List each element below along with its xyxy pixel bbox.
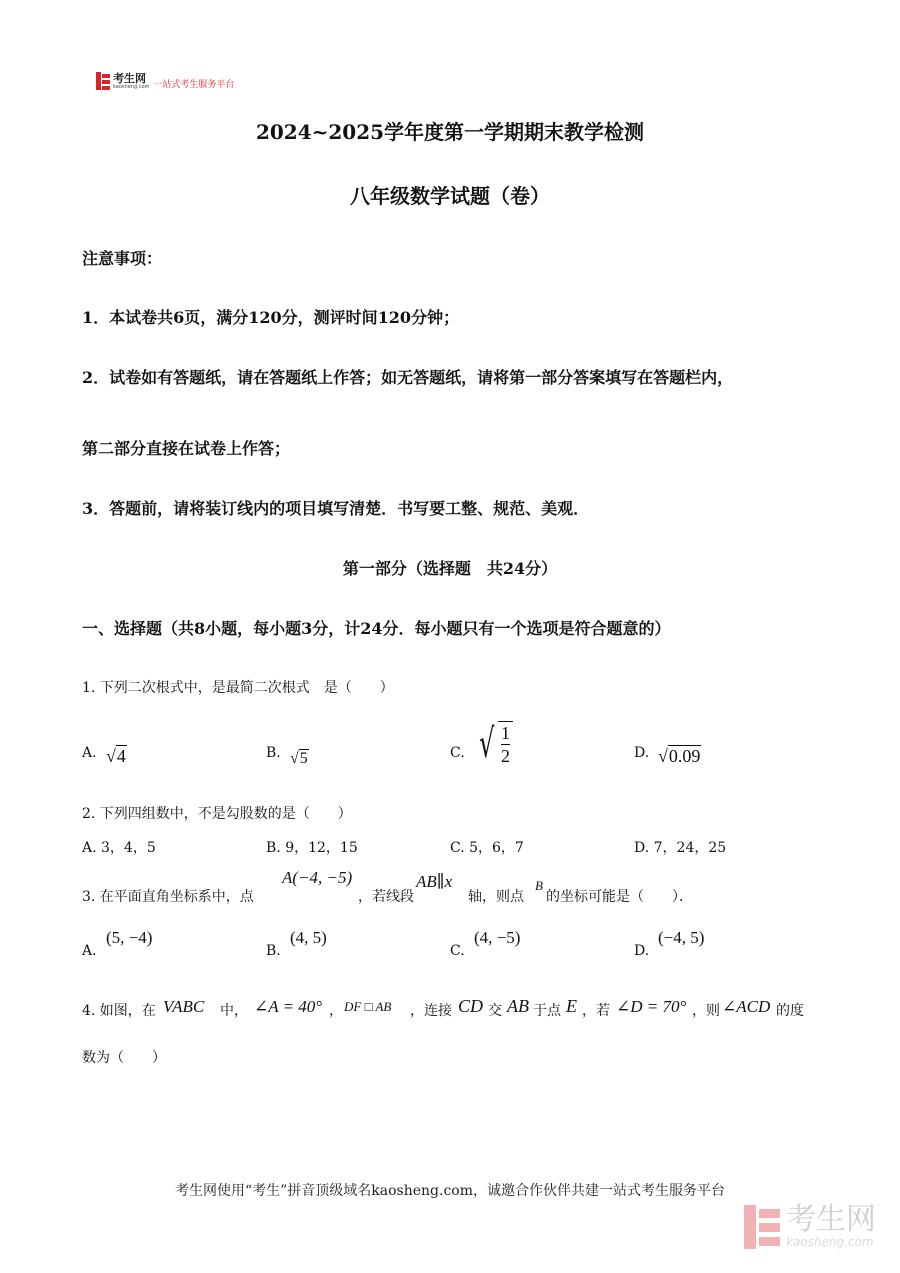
q3-point-a: A(−4, −5) [282,868,353,887]
q1-option-c: √ $\frac{1}{2}$ [474,718,513,770]
q4-angle-a: ∠A = 40° [254,997,323,1016]
notice-heading: 注意事项： [82,249,163,268]
q1-option-b-label: B. [266,745,281,761]
q1-option-d-label: D. [634,745,650,761]
q3-option-c-label: C. [450,943,465,959]
notice-item-2-cont: 第二部分直接在试卷上作答； [82,439,291,458]
watermark-logo-icon [744,1205,780,1249]
q4-stem-part-9: 的度 [776,1003,804,1019]
q4-stem-part-6: 于点 [533,1003,561,1019]
q2-option-d: D. 7，24，25 [634,840,727,856]
q3-option-d: (−4, 5) [658,928,705,947]
q1-option-a: √4 [106,746,126,766]
q3-segment-ab: AB∥x [416,872,453,891]
q1-option-b: √5 [290,750,308,767]
exam-title: 2024~2025学年度第一学期期末教学检测 [255,120,645,144]
q1-option-d: √0.09 [658,746,701,766]
q4-stem-part-2: 中， [220,1003,248,1019]
exam-subtitle: 八年级数学试题（卷） [350,184,550,208]
header-logo [96,72,234,90]
q4-ab: AB [507,996,529,1016]
q4-angle-acd: ∠ACD [722,997,771,1016]
q4-stem-part-8: ，则 [692,1003,720,1019]
section1-heading: 一、选择题（共8小题，每小题3分，计24分．每小题只有一个选项是符合题意的） [82,619,671,638]
q4-stem-part-1: 4. 如图，在 [82,1003,156,1019]
q1-stem: 1. 下列二次根式中，是最简二次根式 是（ ） [82,680,394,696]
q1-option-c-denominator: 2 [501,746,510,766]
q3-option-a-label: A. [82,943,97,959]
notice-item-3: 3．答题前，请将装订线内的项目填写清楚．书写要工整、规范、美观． [82,499,590,518]
kaosheng-logo-icon [96,72,110,90]
q4-stem-part-7: ，若 [582,1003,610,1019]
q2-stem: 2. 下列四组数中，不是勾股数的是（ ） [82,806,352,822]
notice-item-2: 2．试卷如有答题纸，请在答题纸上作答；如无答题纸，请将第一部分答案填写在答题栏内， [82,368,734,387]
page-footer: 考生网使用“考生”拼音顶级域名kaosheng.com，诚邀合作伙伴共建一站式考生服务平台 [174,1183,726,1199]
logo-slogan: 一站式考生服务平台 [153,79,235,90]
q3-stem-part-1: 3. 在平面直角坐标系中，点 [82,889,254,905]
q3-option-b: (4, 5) [290,928,327,947]
q4-stem-part-5: 交 [488,1003,502,1019]
q1-option-a-value: 4 [116,746,126,766]
q3-option-c: (4, −5) [474,928,521,947]
q4-stem-line-2: 数为（ ） [82,1050,166,1066]
q3-point-b: B [535,878,543,893]
notice-item-1: 1．本试卷共6页，满分120分，测评时间120分钟； [82,308,460,327]
q1-option-a-label: A. [82,745,97,761]
q2-option-a: A. 3，4，5 [82,840,156,856]
q2-option-c: C. 5，6，7 [450,840,524,856]
q4-point-e: E [566,996,577,1016]
q3-option-b-label: B. [266,943,281,959]
q4-df-parallel-ab: DF □ AB [344,999,392,1014]
q2-option-b: B. 9，12，15 [266,840,358,856]
watermark [744,1202,876,1249]
q4-triangle: VABC [163,997,205,1016]
q3-option-a: (5, −4) [106,928,153,947]
watermark-domain: kaosheng.com [786,1235,874,1249]
q4-stem-part-3: ， [329,1003,343,1019]
q4-stem-part-4: ，连接 [410,1003,452,1019]
watermark-name: 考生网 [786,1202,876,1237]
q3-stem-part-2: ，若线段 [358,889,414,905]
q4-angle-d: ∠D = 70° [616,997,687,1016]
logo-name: 考生网 [113,71,146,85]
q1-option-c-label: C. [450,745,465,761]
q1-option-c-numerator: 1 [501,723,510,743]
q1-option-b-value: 5 [299,750,308,767]
q3-stem-part-3: 轴，则点 [468,889,524,905]
logo-domain: kaosheng.com [113,83,150,90]
part1-heading: 第一部分（选择题 共24分） [342,559,558,578]
q4-cd: CD [458,996,484,1016]
q3-option-d-label: D. [634,943,650,959]
q1-option-d-value: 0.09 [668,746,701,766]
q3-stem-part-4: 的坐标可能是（ ）． [546,889,693,905]
